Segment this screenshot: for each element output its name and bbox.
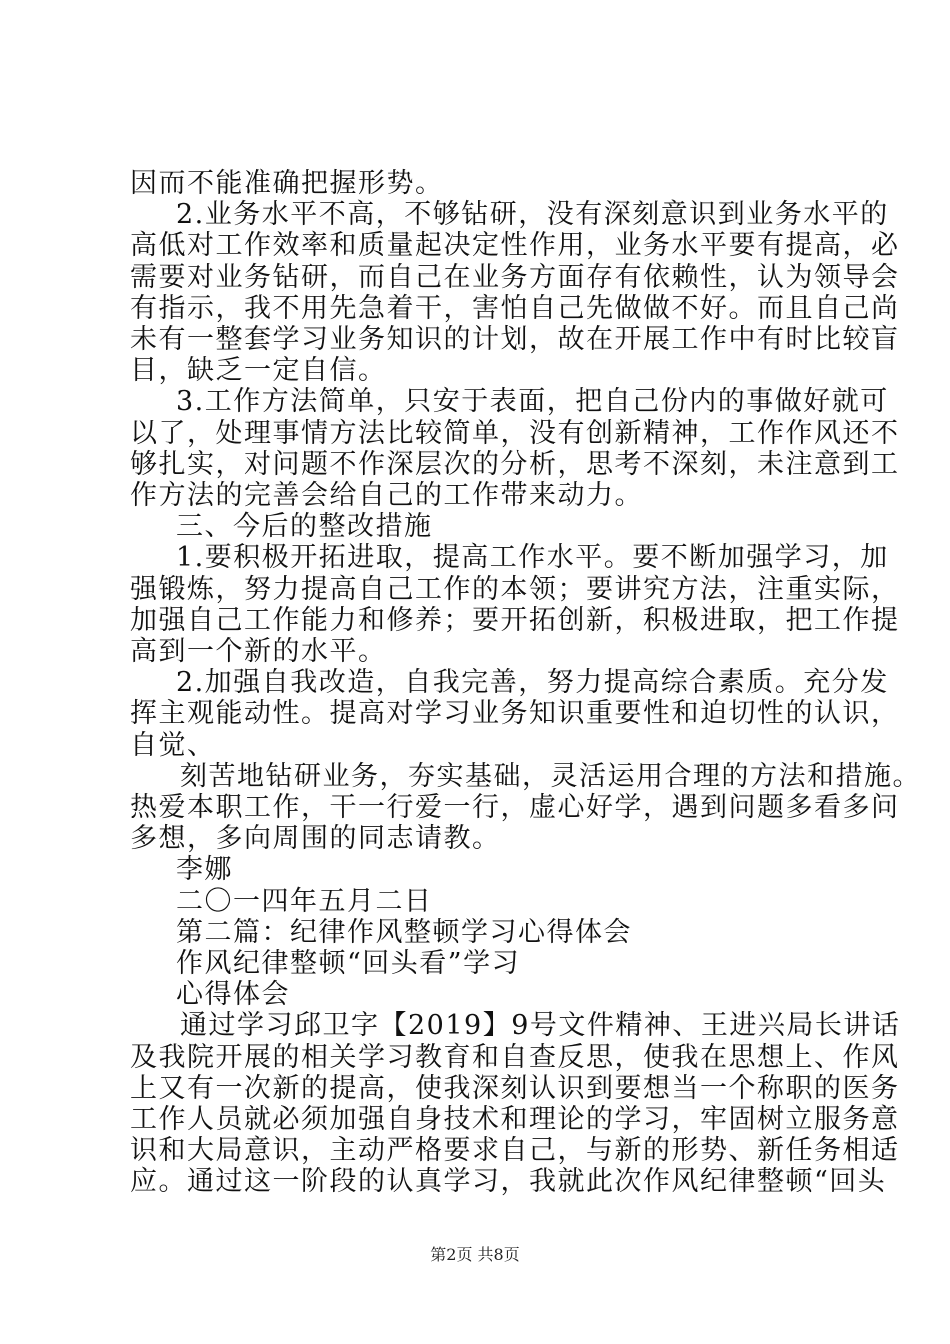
text-line: 以了，处理事情方法比较简单，没有创新精神，工作作风还不 [130, 417, 900, 449]
text-line: 上又有一次新的提高，使我深刻认识到要想当一个称职的医务 [130, 1072, 900, 1104]
text-line: 因而不能准确把握形势。 [130, 168, 444, 199]
text-line: 作方法的完善会给自己的工作带来动力。 [130, 480, 643, 511]
text-line: 刻苦地钻研业务，夯实基础，灵活运用合理的方法和措施。 [180, 760, 921, 792]
text-line: 识和大局意识，主动严格要求自己，与新的形势、新任务相适 [130, 1135, 900, 1167]
text-line: 有指示，我不用先急着干，害怕自己先做做不好。而且自己尚 [130, 292, 900, 324]
text-line: 通过学习邱卫字【2019】9号文件精神、王进兴局长讲话 [180, 1010, 901, 1042]
text-line: 需要对业务钻研，而自己在业务方面存有依赖性，认为领导会 [130, 261, 900, 293]
text-line: 自觉、 [130, 729, 216, 761]
section-heading: 第二篇：纪律作风整顿学习心得体会 [176, 916, 632, 948]
author-name: 李娜 [176, 854, 233, 886]
text-line: 3.工作方法简单，只安于表面，把自己份内的事做好就可 [176, 386, 889, 418]
page-number-footer: 第2页 共8页 [430, 1245, 520, 1264]
text-line: 热爱本职工作，干一行爱一行，虚心好学，遇到问题多看多问 [130, 792, 900, 823]
text-line: 工作人员就必须加强自身技术和理论的学习，牢固树立服务意 [130, 1104, 900, 1135]
text-line: 强锻炼，努力提高自己工作的本领；要讲究方法，注重实际， [130, 573, 900, 605]
text-line: 高到一个新的水平。 [130, 636, 387, 667]
text-line: 目，缺乏一定自信。 [130, 355, 387, 387]
section-heading: 三、今后的整改措施 [176, 511, 433, 543]
text-line: 挥主观能动性。提高对学习业务知识重要性和迫切性的认识， [130, 698, 900, 730]
document-date: 二〇一四年五月二日 [176, 885, 433, 917]
text-line: 1.要积极开拓进取，提高工作水平。要不断加强学习，加 [176, 542, 889, 574]
text-line: 2.加强自我改造，自我完善，努力提高综合素质。充分发 [176, 667, 889, 699]
subtitle: 心得体会 [176, 979, 290, 1011]
text-line: 2.业务水平不高，不够钻研，没有深刻意识到业务水平的 [176, 199, 889, 231]
text-line: 应。通过这一阶段的认真学习，我就此次作风纪律整顿“回头 [130, 1166, 887, 1198]
text-line: 加强自己工作能力和修养；要开拓创新，积极进取，把工作提 [130, 604, 900, 636]
text-line: 高低对工作效率和质量起决定性作用，业务水平要有提高，必 [130, 230, 900, 262]
text-line: 够扎实，对问题不作深层次的分析，思考不深刻，未注意到工 [130, 448, 900, 480]
text-line: 未有一整套学习业务知识的计划，故在开展工作中有时比较盲 [130, 324, 900, 355]
subtitle: 作风纪律整顿“回头看”学习 [176, 948, 521, 979]
text-line: 多想，多向周围的同志请教。 [130, 823, 501, 855]
text-line: 及我院开展的相关学习教育和自查反思，使我在思想上、作风 [130, 1041, 900, 1073]
